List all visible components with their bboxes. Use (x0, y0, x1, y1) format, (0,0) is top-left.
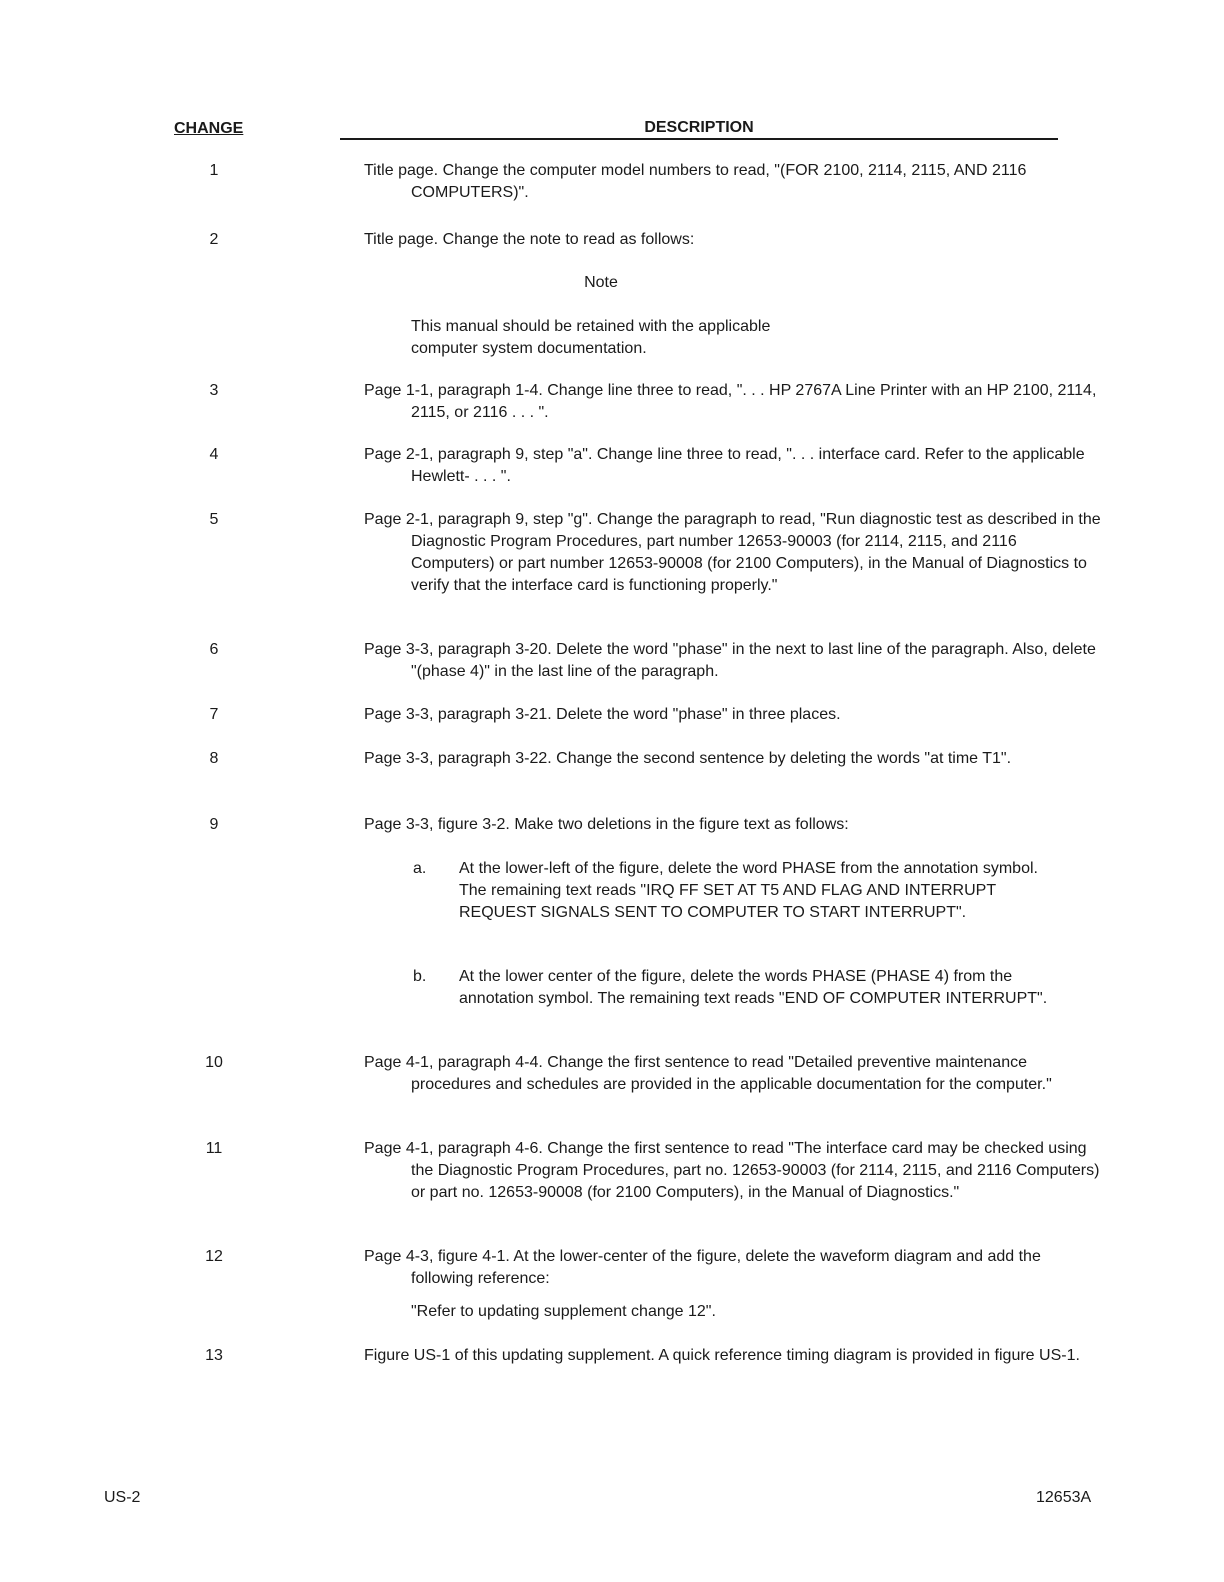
change-column-header: CHANGE (174, 120, 244, 137)
change-description: Page 4-1, paragraph 4-6. Change the first sentence to read "The interface card may be checked using the Diagnostic Program Procedures, part no. 12653-90003 (for 2114, 2115, and 2116 Computers) or part no. 12653-90008 (for 2100 Computers), in the Manual of Diagnostics." (364, 1140, 1100, 1201)
note-body: This manual should be retained with the applicable computer system documentation. (411, 318, 771, 357)
sub-item-text-a: At the lower-left of the figure, delete the word PHASE from the annotation symbol. The remaining text reads "IRQ FF SET AT T5 AND FLAG AND INTERRUPT REQUEST SIGNALS SENT TO COMPUTER TO START INTERRUPT". (459, 860, 1038, 921)
change-number: 5 (209, 511, 219, 528)
change-description: Page 4-3, figure 4-1. At the lower-center of the figure, delete the waveform diagram and add the following reference: (364, 1248, 1041, 1287)
sub-item-letter-a: a. (413, 860, 427, 877)
change-number: 12 (205, 1248, 223, 1265)
change-number: 6 (209, 641, 219, 658)
change-number: 3 (209, 382, 219, 399)
note-title: Note (584, 274, 618, 291)
change-number: 1 (209, 162, 219, 179)
change-number: 2 (209, 231, 219, 248)
change-description: Figure US-1 of this updating supplement. A quick reference timing diagram is provided in figure US-1. (364, 1347, 1080, 1364)
page-number: US-2 (104, 1489, 141, 1506)
sub-item-text-b: At the lower center of the figure, delete the words PHASE (PHASE 4) from the annotation symbol. The remaining text reads "END OF COMPUTER INTERRUPT". (459, 968, 1048, 1007)
change-description: Page 2-1, paragraph 9, step "a". Change line three to read, ". . . interface card. Refer to the applicable Hewlett- . . . ". (364, 446, 1085, 485)
change-description: Page 3-3, paragraph 3-22. Change the second sentence by deleting the words "at time T1". (364, 750, 1012, 767)
change-description: Page 3-3, figure 3-2. Make two deletions in the figure text as follows: (364, 816, 849, 833)
change-number: 11 (205, 1140, 223, 1157)
description-column-header: DESCRIPTION (340, 118, 1058, 140)
change-description: Page 4-1, paragraph 4-4. Change the first sentence to read "Detailed preventive maintenance procedures and schedules are provided in the applicable documentation for the computer." (364, 1054, 1052, 1093)
change-description: Page 2-1, paragraph 9, step "g". Change the paragraph to read, "Run diagnostic test as described in the Diagnostic Program Procedures, part number 12653-90003 (for 2114, 2115, and 2116 Computers) or part number 12653-90008 (for 2100 Computers), in the Manual of Diagnostics to verify that the interface card is functioning properly." (364, 511, 1101, 594)
document-number: 12653A (1036, 1489, 1092, 1506)
change-number: 4 (209, 446, 219, 463)
reference-text: "Refer to updating supplement change 12". (411, 1303, 716, 1320)
change-description: Title page. Change the computer model numbers to read, "(FOR 2100, 2114, 2115, AND 2116 COMPUTERS)". (364, 162, 1027, 201)
change-number: 13 (205, 1347, 223, 1364)
change-number: 8 (209, 750, 219, 767)
change-number: 9 (209, 816, 219, 833)
change-number: 7 (209, 706, 219, 723)
sub-item-letter-b: b. (413, 968, 427, 985)
change-description: Page 3-3, paragraph 3-20. Delete the word "phase" in the next to last line of the paragraph. Also, delete "(phase 4)" in the last line of the paragraph. (364, 641, 1096, 680)
change-description: Page 3-3, paragraph 3-21. Delete the word "phase" in three places. (364, 706, 841, 723)
change-description: Title page. Change the note to read as follows: (364, 231, 695, 248)
change-description: Page 1-1, paragraph 1-4. Change line three to read, ". . . HP 2767A Line Printer with an HP 2100, 2114, 2115, or 2116 . . . ". (364, 382, 1097, 421)
change-number: 10 (205, 1054, 223, 1071)
